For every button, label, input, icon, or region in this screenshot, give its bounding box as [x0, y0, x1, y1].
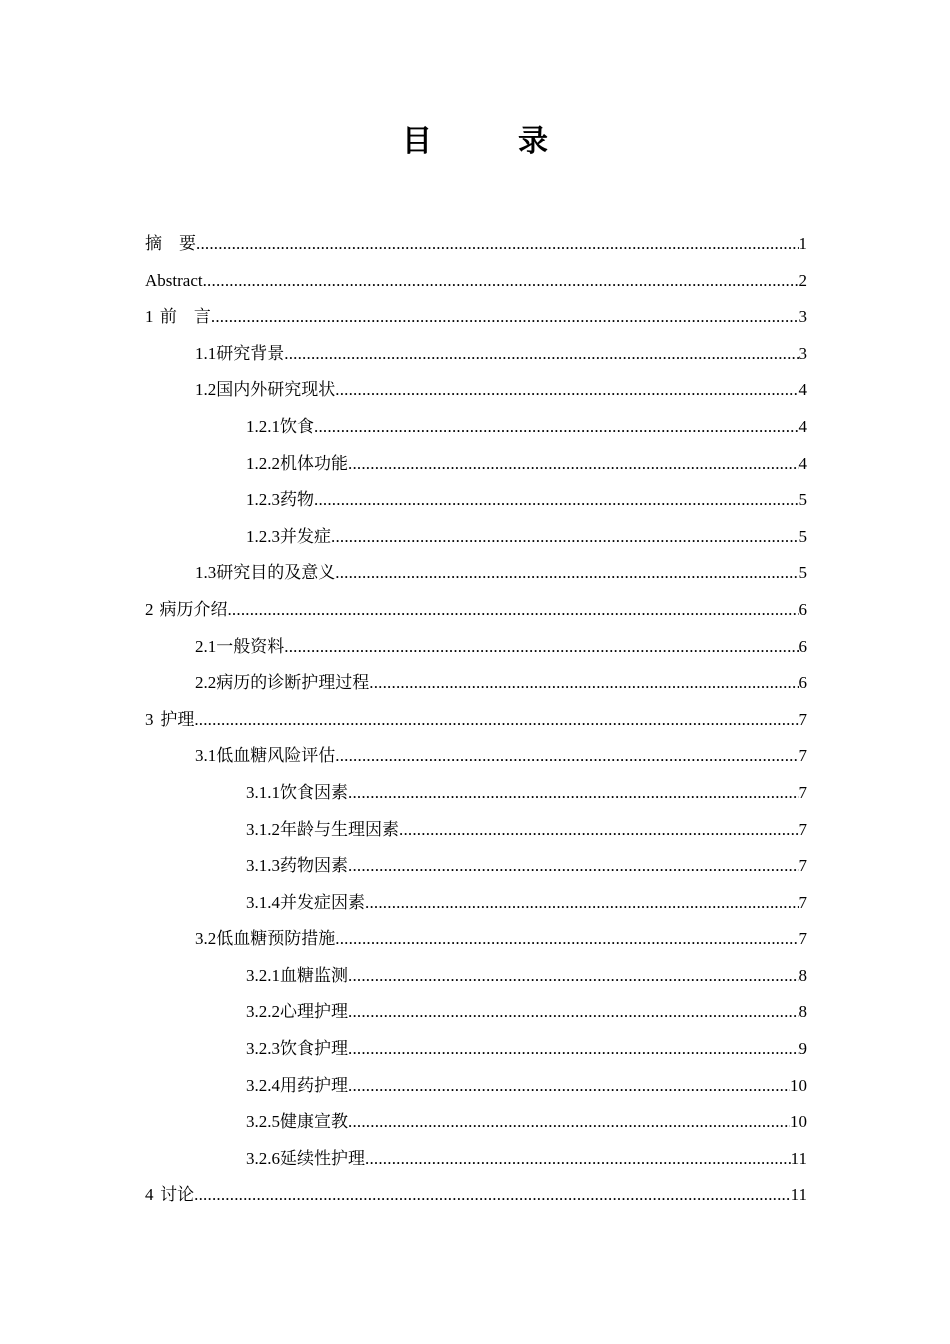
- toc-dot-leader: [196, 226, 799, 262]
- toc-entry[interactable]: [145, 519, 807, 556]
- toc-page-number: 7: [798, 746, 807, 766]
- toc-entry[interactable]: [145, 446, 807, 483]
- toc-entry-number: 3.2.4: [246, 1075, 280, 1095]
- toc-page-number: 7: [798, 819, 807, 839]
- toc-page-number: 7: [798, 782, 807, 802]
- toc-entry-label: 延续性护理: [280, 1148, 365, 1168]
- toc-page-number: 8: [798, 965, 807, 985]
- toc-dot-leader: [348, 1104, 790, 1140]
- toc-page-number: 1: [798, 234, 807, 253]
- toc-entry-number: 3.1.3: [246, 856, 280, 876]
- toc-entry-number: 1.2.3: [246, 526, 280, 546]
- toc-dot-leader: [194, 1177, 790, 1213]
- toc-entry-label: 一般资料: [216, 636, 285, 656]
- toc-dot-leader: [335, 921, 798, 957]
- toc-entry-number: 1.2.1: [246, 416, 280, 436]
- toc-page-number: 11: [790, 1185, 807, 1205]
- toc-entry-label: 并发症: [280, 526, 331, 546]
- toc-entry-number: 3.2: [195, 929, 217, 949]
- toc-entry-number: 1.2.2: [246, 453, 280, 473]
- toc-dot-leader: [314, 482, 799, 518]
- toc-entry[interactable]: [145, 738, 807, 775]
- toc-entry-label: 并发症因素: [280, 892, 365, 912]
- toc-page-number: 7: [798, 856, 807, 876]
- toc-dot-leader: [365, 885, 799, 921]
- page-title: 目 录: [402, 125, 576, 158]
- toc-dot-leader: [331, 519, 799, 555]
- toc-entry-label: 健康宣教: [280, 1112, 348, 1132]
- toc-entry-label: 机体功能: [280, 453, 348, 473]
- toc-dot-leader: [399, 812, 799, 848]
- toc-entry-label: 饮食因素: [280, 782, 348, 802]
- toc-dot-leader: [335, 372, 798, 408]
- toc-page-number: 5: [798, 563, 807, 583]
- toc-entry[interactable]: [145, 1031, 807, 1068]
- toc-entry-number: 3.2.5: [246, 1112, 280, 1132]
- toc-page-number: 6: [798, 599, 807, 619]
- toc-page-number: 5: [798, 490, 807, 510]
- toc-entry-label: 摘 要: [145, 234, 196, 253]
- toc-entry-label: 饮食: [280, 416, 314, 436]
- toc-dot-leader: [348, 1068, 790, 1104]
- toc-entry[interactable]: [145, 665, 807, 702]
- toc-entry[interactable]: [145, 1177, 807, 1214]
- toc-entry[interactable]: [145, 263, 807, 300]
- toc-dot-leader: [348, 994, 799, 1030]
- toc-entry[interactable]: [145, 372, 807, 409]
- toc-dot-leader: [227, 592, 798, 628]
- toc-page-number: 7: [798, 892, 807, 912]
- toc-page-number: 7: [798, 929, 807, 949]
- toc-dot-leader: [348, 775, 799, 811]
- toc-entry[interactable]: [145, 299, 807, 336]
- toc-entry[interactable]: [145, 958, 807, 995]
- toc-dot-leader: [369, 665, 798, 701]
- toc-entry-number: 3.1: [195, 746, 217, 766]
- toc-entry-number: 3.2.3: [246, 1039, 280, 1059]
- toc-entry[interactable]: [145, 994, 807, 1031]
- toc-page-number: 3: [798, 343, 807, 363]
- toc-entry-label: 前 言: [159, 307, 211, 327]
- toc-entry[interactable]: [145, 409, 807, 446]
- toc-dot-leader: [348, 958, 799, 994]
- toc-dot-leader: [314, 409, 799, 445]
- toc-dot-leader: [211, 299, 799, 335]
- toc-entry-number: 1.2.3: [246, 490, 280, 510]
- toc-entry-label: 研究目的及意义: [216, 563, 336, 583]
- toc-page-number: 10: [790, 1075, 807, 1095]
- toc-dot-leader: [335, 555, 798, 591]
- toc-page-number: 11: [790, 1148, 807, 1168]
- toc-page-number: 6: [798, 673, 807, 693]
- toc-entry-number: 3.1.1: [246, 782, 280, 802]
- toc-entry-number: 2: [145, 599, 154, 619]
- toc-entry-number: 1.2: [195, 380, 217, 400]
- toc-page-number: 6: [798, 636, 807, 656]
- toc-dot-leader: [203, 263, 799, 299]
- toc-dot-leader: [348, 1031, 799, 1067]
- toc-page-number: 4: [798, 380, 807, 400]
- toc-entry-label: 药物: [280, 490, 314, 510]
- table-of-contents: [145, 226, 807, 1214]
- toc-entry[interactable]: [145, 592, 807, 629]
- toc-entry[interactable]: [145, 555, 807, 592]
- toc-page-number: 7: [798, 709, 807, 729]
- toc-entry-number: 3.2.6: [246, 1148, 280, 1168]
- toc-page-number: 3: [798, 307, 807, 327]
- toc-entry-number: 3.2.2: [246, 1002, 280, 1022]
- toc-entry-number: 2.2: [195, 673, 217, 693]
- toc-entry-number: 3.1.2: [246, 819, 280, 839]
- toc-entry-label: 讨论: [160, 1185, 195, 1205]
- toc-entry[interactable]: [145, 848, 807, 885]
- toc-entry-label: 低血糖风险评估: [216, 746, 336, 766]
- toc-entry-label: 用药护理: [280, 1075, 348, 1095]
- toc-page-number: 5: [798, 526, 807, 546]
- toc-page-number: 4: [798, 453, 807, 473]
- toc-dot-leader: [284, 336, 798, 372]
- toc-entry[interactable]: [145, 702, 807, 739]
- toc-dot-leader: [194, 702, 798, 738]
- toc-entry-label: Abstract: [145, 270, 203, 290]
- toc-page-number: 10: [790, 1112, 807, 1132]
- toc-entry[interactable]: [145, 1104, 807, 1141]
- toc-entry-label: 国内外研究现状: [216, 380, 336, 400]
- toc-dot-leader: [348, 848, 799, 884]
- toc-entry-label: 低血糖预防措施: [216, 929, 336, 949]
- toc-entry[interactable]: [145, 336, 807, 373]
- toc-page-number: 8: [798, 1002, 807, 1022]
- toc-entry[interactable]: [145, 629, 807, 666]
- toc-entry-label: 护理: [160, 709, 195, 729]
- toc-entry-label: 年龄与生理因素: [280, 819, 399, 839]
- toc-entry[interactable]: [145, 1141, 807, 1178]
- toc-entry-label: 病历的诊断护理过程: [216, 673, 370, 693]
- toc-entry-number: 1: [145, 307, 154, 327]
- toc-page-number: 2: [798, 270, 807, 290]
- toc-entry[interactable]: [145, 812, 807, 849]
- toc-entry[interactable]: [145, 482, 807, 519]
- toc-page-number: 4: [798, 416, 807, 436]
- toc-page-number: 9: [798, 1039, 807, 1059]
- toc-entry-label: 病历介绍: [159, 599, 228, 619]
- toc-entry-label: 饮食护理: [280, 1039, 348, 1059]
- toc-entry-number: 3: [145, 709, 154, 729]
- toc-entry[interactable]: [145, 226, 807, 263]
- toc-entry-number: 3.1.4: [246, 892, 280, 912]
- toc-entry-number: 3.2.1: [246, 965, 280, 985]
- toc-entry[interactable]: [145, 885, 807, 922]
- toc-entry[interactable]: [145, 1068, 807, 1105]
- toc-entry-number: 2.1: [195, 636, 217, 656]
- toc-entry[interactable]: [145, 921, 807, 958]
- toc-entry-label: 药物因素: [280, 856, 348, 876]
- toc-dot-leader: [365, 1141, 791, 1177]
- toc-dot-leader: [335, 738, 798, 774]
- toc-entry-number: 1.3: [195, 563, 217, 583]
- toc-entry-label: 血糖监测: [280, 965, 348, 985]
- toc-dot-leader: [284, 629, 798, 665]
- toc-dot-leader: [348, 446, 799, 482]
- toc-entry[interactable]: [145, 775, 807, 812]
- toc-entry-label: 研究背景: [216, 343, 285, 363]
- toc-entry-label: 心理护理: [280, 1002, 348, 1022]
- toc-entry-number: 4: [145, 1185, 154, 1205]
- toc-entry-number: 1.1: [195, 343, 217, 363]
